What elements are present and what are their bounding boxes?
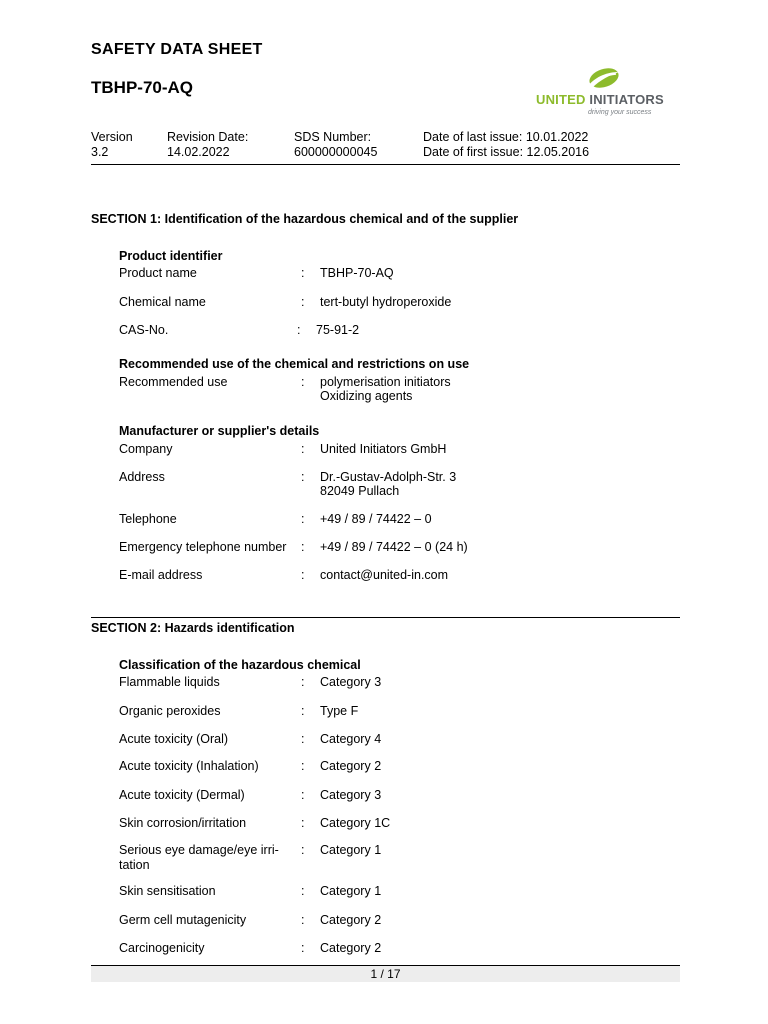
field-separator: :	[301, 675, 305, 689]
hazard-label: Acute toxicity (Inhalation)	[119, 759, 259, 773]
hazard-label: Acute toxicity (Oral)	[119, 732, 229, 746]
field-separator: :	[301, 704, 305, 718]
document-title: SAFETY DATA SHEET	[91, 41, 263, 58]
sds-number-value: 600000000045	[294, 145, 378, 159]
product-identifier-heading: Product identifier	[119, 249, 223, 263]
hazard-label: Carcinogenicity	[119, 941, 205, 955]
logo-tagline: driving your success	[588, 109, 652, 116]
field-separator: :	[301, 843, 305, 857]
hazard-value: Category 2	[320, 913, 382, 927]
field-value: Dr.-Gustav-Adolph-Str. 3 82049 Pullach	[320, 470, 457, 498]
sds-number-label: SDS Number:	[294, 130, 372, 144]
hazard-label: Germ cell mutagenicity	[119, 913, 247, 927]
field-value: contact@united-in.com	[320, 568, 449, 582]
hazard-value: Type F	[320, 704, 359, 718]
swoosh-logo-icon	[582, 66, 622, 94]
logo-wordmark: UNITED INITIATORS	[536, 92, 664, 107]
field-label: Address	[119, 470, 165, 484]
recommended-use-heading: Recommended use of the chemical and restrictions on use	[119, 357, 470, 371]
field-separator: :	[301, 884, 305, 898]
section-2-heading: SECTION 2: Hazards identification	[91, 621, 295, 635]
company-logo	[536, 66, 676, 122]
field-label: Telephone	[119, 512, 177, 526]
last-issue-date: Date of last issue: 10.01.2022	[423, 130, 589, 144]
hazard-label: Organic peroxides	[119, 704, 221, 718]
product-title: TBHP-70-AQ	[91, 78, 194, 97]
hazard-label: Skin corrosion/irritation	[119, 816, 247, 830]
field-value: TBHP-70-AQ	[320, 266, 394, 280]
field-separator: :	[301, 375, 305, 389]
field-label: Recommended use	[119, 375, 228, 389]
section-divider	[91, 617, 680, 618]
classification-heading: Classification of the hazardous chemical	[119, 658, 361, 672]
field-separator: :	[301, 788, 305, 802]
hazard-value: Category 3	[320, 788, 382, 802]
hazard-label: Skin sensitisation	[119, 884, 216, 898]
field-value: +49 / 89 / 74422 – 0	[320, 512, 432, 526]
field-separator: :	[301, 941, 305, 955]
field-label: Chemical name	[119, 295, 206, 309]
hazard-value: Category 4	[320, 732, 382, 746]
field-separator: :	[301, 816, 305, 830]
field-value: 75-91-2	[316, 323, 360, 337]
field-separator: :	[301, 568, 305, 582]
field-label: E-mail address	[119, 568, 203, 582]
first-issue-date: Date of first issue: 12.05.2016	[423, 145, 590, 159]
hazard-value: Category 3	[320, 675, 382, 689]
field-separator: :	[301, 470, 305, 484]
hazard-value: Category 1	[320, 843, 382, 857]
hazard-value: Category 1	[320, 884, 382, 898]
hazard-value: Category 2	[320, 759, 382, 773]
field-separator: :	[297, 323, 301, 337]
field-separator: :	[301, 295, 305, 309]
field-value: tert-butyl hydroperoxide	[320, 295, 452, 309]
field-value: +49 / 89 / 74422 – 0 (24 h)	[320, 540, 468, 554]
field-separator: :	[301, 913, 305, 927]
version-value: 3.2	[91, 145, 109, 159]
section-1-heading: SECTION 1: Identification of the hazardous chemical and of the supplier	[91, 212, 519, 226]
field-separator: :	[301, 266, 305, 280]
field-label: Product name	[119, 266, 197, 280]
hazard-label: Serious eye damage/eye irri- tation	[119, 843, 279, 872]
header-divider	[91, 164, 680, 165]
field-label: Emergency telephone number	[119, 540, 287, 554]
hazard-value: Category 2	[320, 941, 382, 955]
revision-date-value: 14.02.2022	[167, 145, 230, 159]
field-separator: :	[301, 512, 305, 526]
page-number: 1 / 17	[370, 967, 401, 981]
hazard-value: Category 1C	[320, 816, 391, 830]
field-separator: :	[301, 759, 305, 773]
version-label: Version	[91, 130, 133, 144]
field-separator: :	[301, 732, 305, 746]
revision-date-label: Revision Date:	[167, 130, 249, 144]
field-label: Company	[119, 442, 173, 456]
field-separator: :	[301, 442, 305, 456]
hazard-label: Flammable liquids	[119, 675, 220, 689]
page-footer	[91, 966, 680, 982]
field-value: polymerisation initiators Oxidizing agents	[320, 375, 451, 403]
field-separator: :	[301, 540, 305, 554]
field-value: United Initiators GmbH	[320, 442, 447, 456]
field-label: CAS-No.	[119, 323, 169, 337]
hazard-label: Acute toxicity (Dermal)	[119, 788, 245, 802]
supplier-details-heading: Manufacturer or supplier's details	[119, 424, 320, 438]
